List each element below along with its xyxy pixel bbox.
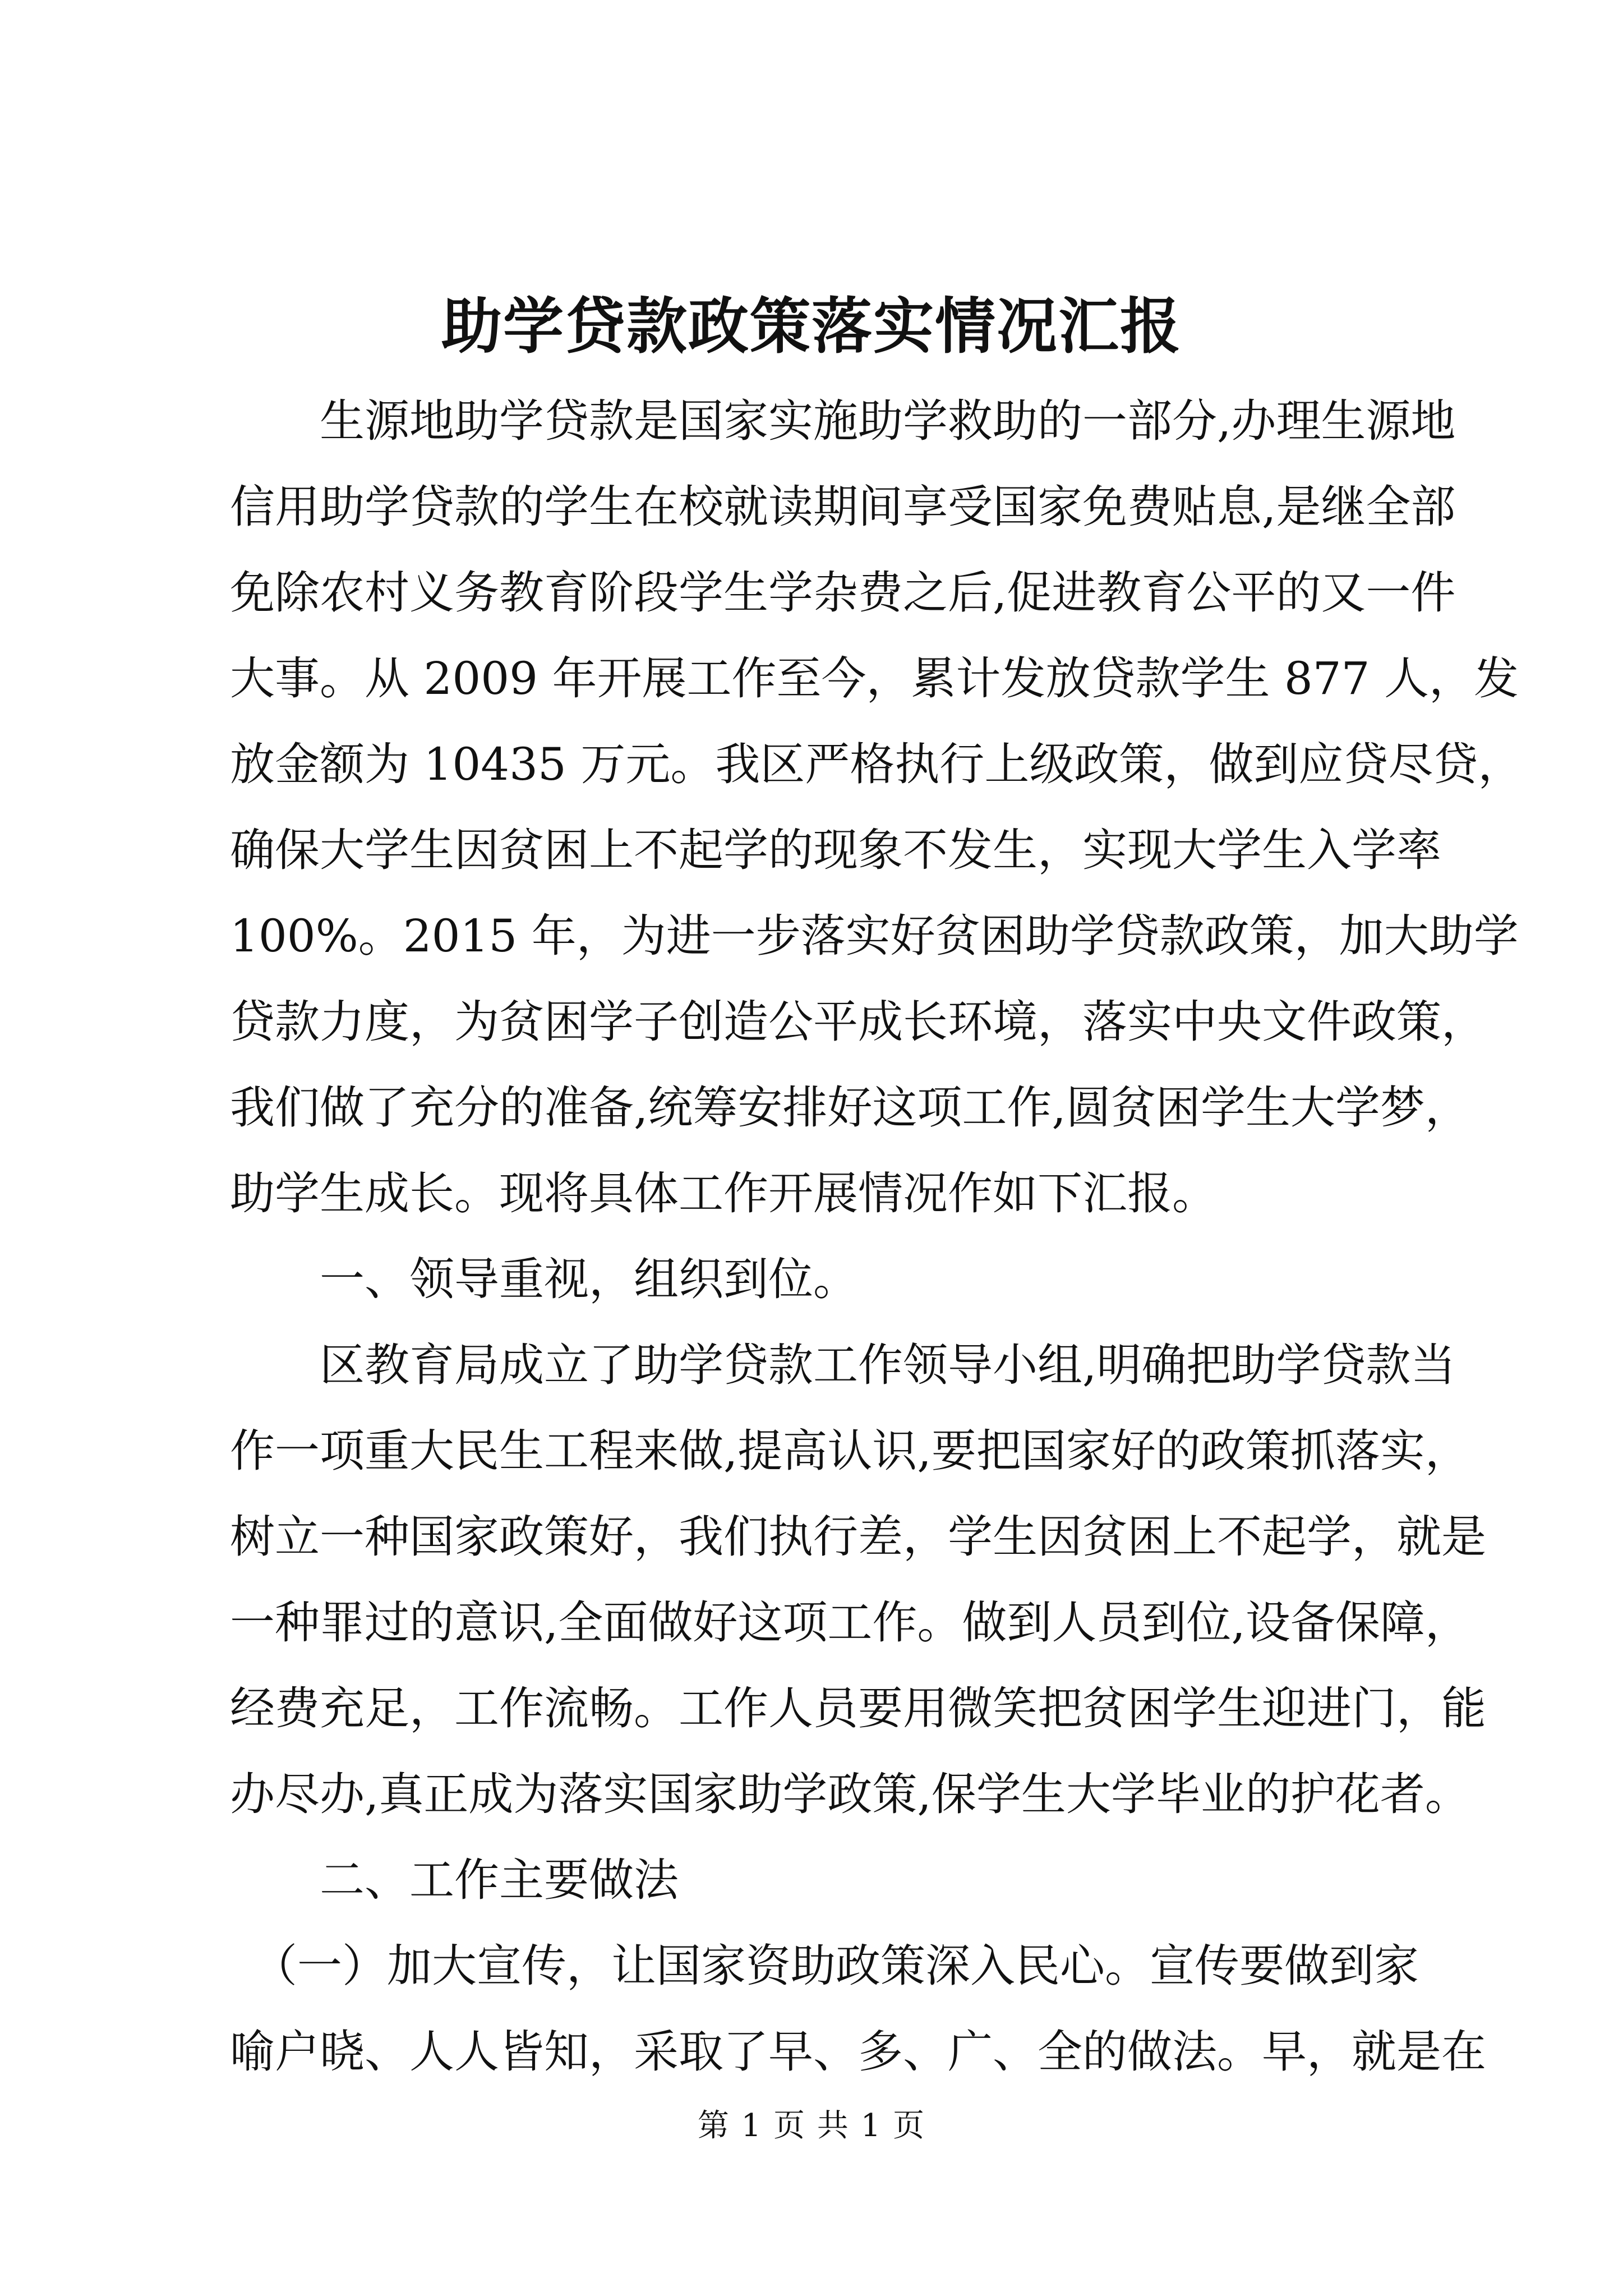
section-heading: 一、领导重视，组织到位。 <box>230 1253 858 1305</box>
body-line: 免除农村义务教育阶段学生学杂费之后,促进教育公平的又一件 <box>230 567 1456 619</box>
body-line: （一）加大宣传，让国家资助政策深入民心。宣传要做到家 <box>230 1940 1419 1992</box>
body-line: 经费充足，工作流畅。工作人员要用微笑把贫困学生迎进门，能 <box>230 1682 1486 1734</box>
body-line: 信用助学贷款的学生在校就读期间享受国家免费贴息,是继全部 <box>230 481 1456 533</box>
body-line: 100%。2015 年，为进一步落实好贫困助学贷款政策，加大助学 <box>230 910 1519 962</box>
document-title: 助学贷款政策落实情况汇报 <box>441 291 1182 362</box>
body-line: 树立一种国家政策好，我们执行差，学生因贫困上不起学，就是 <box>230 1511 1486 1563</box>
body-line: 大事。从 2009 年开展工作至今，累计发放贷款学生 877 人，发 <box>230 652 1519 705</box>
document-body <box>230 378 1523 2095</box>
body-line: 贷款力度，为贫困学子创造公平成长环境，落实中央文件政策， <box>230 996 1486 1048</box>
body-line: 办尽办,真正成为落实国家助学政策,保学生大学毕业的护花者。 <box>230 1768 1470 1820</box>
body-line: 生源地助学贷款是国家实施助学救助的一部分,办理生源地 <box>230 395 1456 447</box>
section-heading: 二、工作主要做法 <box>230 1854 679 1906</box>
body-line: 我们做了充分的准备,统筹安排好这项工作,圆贫困学生大学梦， <box>230 1082 1470 1134</box>
body-line: 助学生成长。现将具体工作开展情况作如下汇报。 <box>230 1167 1217 1220</box>
body-line: 确保大学生因贫困上不起学的现象不发生，实现大学生入学率 <box>230 824 1441 876</box>
body-line: 放金额为 10435 万元。我区严格执行上级政策，做到应贷尽贷， <box>230 738 1523 790</box>
body-line: 区教育局成立了助学贷款工作领导小组,明确把助学贷款当 <box>230 1339 1456 1391</box>
page-footer: 第 1 页 共 1 页 <box>697 2108 926 2144</box>
body-line: 一种罪过的意识,全面做好这项工作。做到人员到位,设备保障， <box>230 1596 1470 1649</box>
body-line: 作一项重大民生工程来做,提高认识,要把国家好的政策抓落实， <box>230 1425 1470 1477</box>
body-line: 喻户晓、人人皆知，采取了早、多、广、全的做法。早，就是在 <box>230 2026 1486 2078</box>
